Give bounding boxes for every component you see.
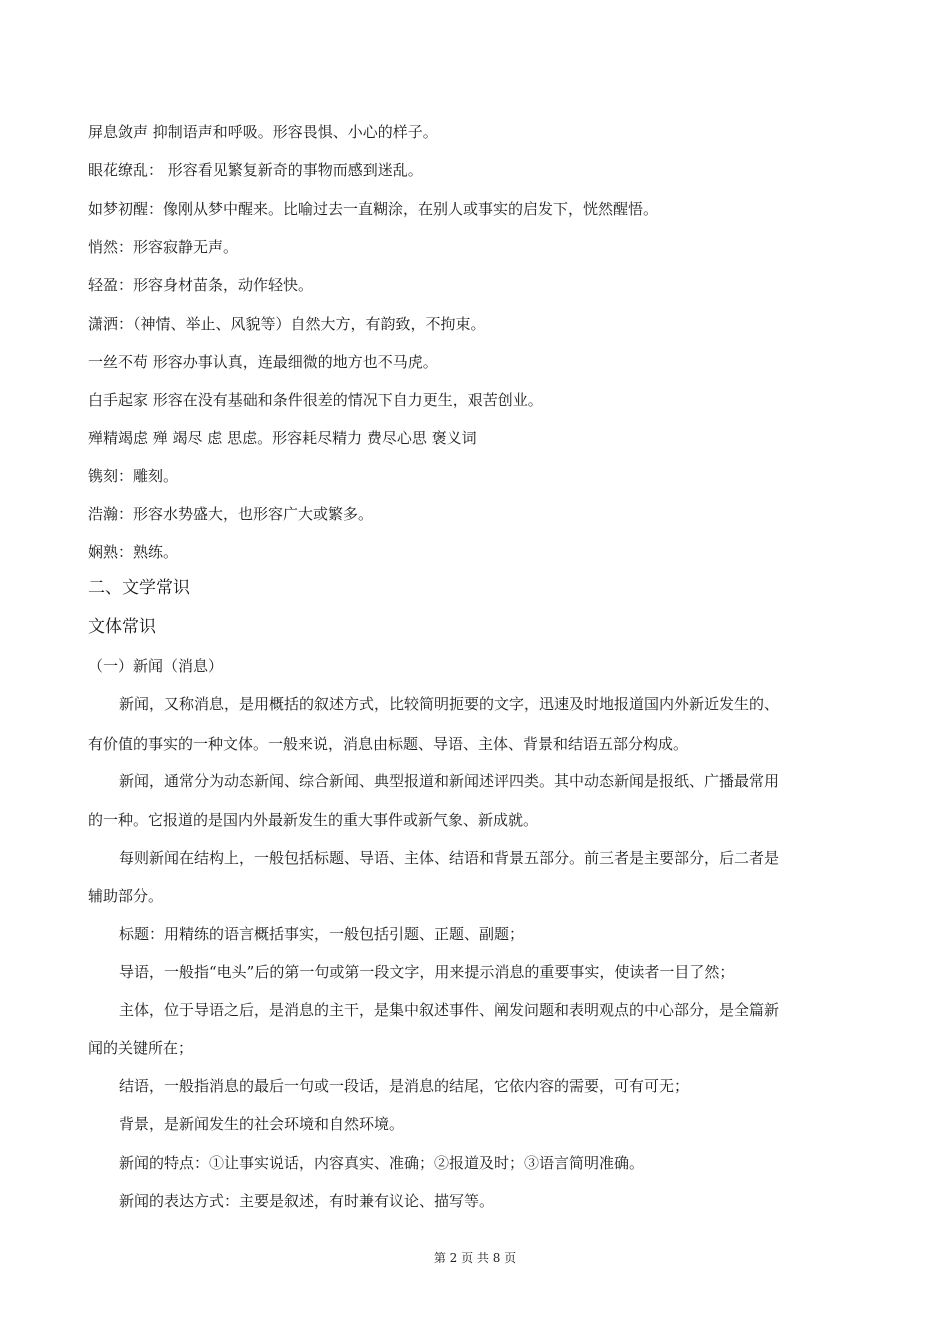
paragraph-line: 闻的关键所在； — [88, 1039, 194, 1057]
term-line: 如梦初醒：像刚从梦中醒来。比喻过去一直糊涂，在别人或事实的启发下，恍然醒悟。 — [88, 200, 659, 218]
term-line: 白手起家 形容在没有基础和条件很差的情况下自力更生，艰苦创业。 — [88, 391, 543, 409]
term-line: 屏息敛声 抑制语声和呼吸。形容畏惧、小心的样子。 — [88, 123, 438, 141]
paragraph-line: 辅助部分。 — [88, 887, 164, 905]
term-line: 眼花缭乱： 形容看见繁复新奇的事物而感到迷乱。 — [88, 161, 423, 179]
term-line: 镌刻：雕刻。 — [88, 467, 179, 485]
paragraph-line: 标题：用精练的语言概括事实，一般包括引题、正题、副题； — [119, 925, 525, 943]
page-footer: 第 2 页 共 8 页 — [433, 1251, 517, 1265]
paragraph-line: 新闻的表达方式：主要是叙述，有时兼有议论、描写等。 — [119, 1192, 495, 1210]
term-line: 殚精竭虑 殚 竭尽 虑 思虑。形容耗尽精力 费尽心思 褒义词 — [88, 429, 477, 447]
subsection-title: 文体常识 — [88, 617, 156, 637]
paragraph-line: 新闻的特点：①让事实说话，内容真实、准确；②报道及时；③语言简明准确。 — [119, 1154, 645, 1172]
term-line: 潇洒：（神情、举止、风貌等）自然大方，有韵致，不拘束。 — [88, 315, 486, 333]
term-line: 悄然：形容寂静无声。 — [88, 238, 239, 256]
paragraph-line: 结语，一般指消息的最后一句或一段话，是消息的结尾，它依内容的需要，可有可无； — [119, 1077, 690, 1095]
term-line: 娴熟：熟练。 — [88, 543, 179, 561]
paragraph-line: 每则新闻在结构上，一般包括标题、导语、主体、结语和背景五部分。前三者是主要部分，后二者是 — [119, 849, 780, 867]
paragraph-line: 背景，是新闻发生的社会环境和自然环境。 — [119, 1115, 405, 1133]
paragraph-line: 新闻，又称消息，是用概括的叙述方式，比较简明扼要的文字，迅速及时地报道国内外新近发生的、 — [119, 695, 780, 713]
term-line: 轻盈：形容身材苗条，动作轻快。 — [88, 276, 314, 294]
paragraph-line: 主体，位于导语之后，是消息的主干，是集中叙述事件、阐发问题和表明观点的中心部分，是全篇新 — [119, 1001, 780, 1019]
term-line: 一丝不苟 形容办事认真，连最细微的地方也不马虎。 — [88, 353, 438, 371]
paragraph-line: 新闻，通常分为动态新闻、综合新闻、典型报道和新闻述评四类。其中动态新闻是报纸、广播最常用 — [119, 772, 780, 790]
paragraph-line: 有价值的事实的一种文体。一般来说，消息由标题、导语、主体、背景和结语五部分构成。 — [88, 735, 689, 753]
topic-title: （一）新闻（消息） — [88, 657, 224, 675]
term-line: 浩瀚：形容水势盛大，也形容广大或繁多。 — [88, 505, 374, 523]
section-title: 二、文学常识 — [88, 578, 190, 598]
paragraph-line: 导语，一般指“电头”后的第一句或第一段文字，用来提示消息的重要事实，使读者一目了然； — [119, 963, 735, 981]
paragraph-line: 的一种。它报道的是国内外最新发生的重大事件或新气象、新成就。 — [88, 811, 539, 829]
